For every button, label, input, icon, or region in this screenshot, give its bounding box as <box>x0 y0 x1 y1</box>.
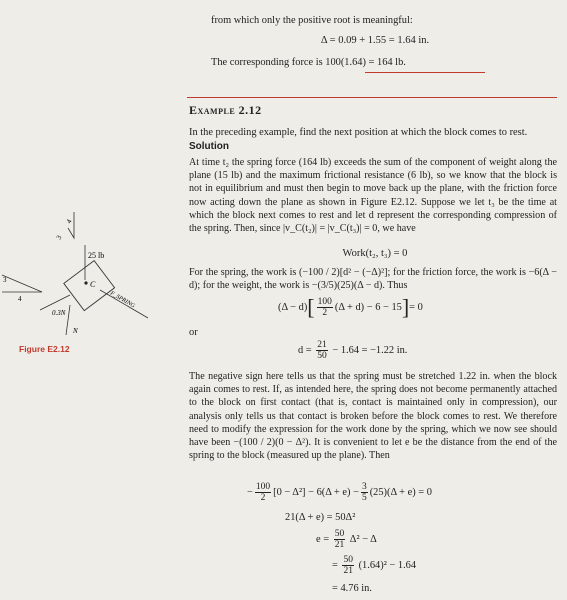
slope-label-3b: 3 <box>3 276 7 284</box>
eq-part: Δ² − Δ <box>349 533 377 545</box>
frac-den: 2 <box>260 493 266 503</box>
eq-part: e = <box>316 533 330 545</box>
normal-force-label: N <box>73 327 78 335</box>
equation-e2: 21(Δ + e) = 50Δ² <box>285 512 356 523</box>
eq-part: − <box>247 486 253 498</box>
figure-e2-12-diagram <box>0 200 185 365</box>
friction-vector <box>40 295 70 310</box>
equation-e3 <box>316 529 377 550</box>
solution-paragraph-1 <box>189 156 557 235</box>
eq-part: d = <box>298 344 312 356</box>
eq-part: = <box>332 559 338 571</box>
paragraph-text: For the spring, the work is (−100 / 2)[d² − (−Δ)²]; for the friction force, the work is −6(Δ − d); for the weight, the work is −(3/5)(25)(Δ − d). Thus <box>189 267 557 292</box>
eq-part: [0 − Δ²] − 6(Δ + e) − <box>273 486 359 498</box>
slope-label-4b: 4 <box>18 295 22 303</box>
equation-delta: Δ = 0.09 + 1.55 = 1.64 in. <box>320 35 430 46</box>
frac-num: 100 <box>255 482 271 492</box>
or-label: or <box>189 327 198 338</box>
end-rule <box>365 72 485 73</box>
eq-part: − 1.64 = −1.22 in. <box>332 344 408 356</box>
solution-paragraph-2 <box>189 266 557 292</box>
paragraph-text: The negative sign here tells us that the spring must be stretched 1.22 in. when the block again comes to rest. If, as intended here, the spring does not become permanently attached to the block on first contact (that is, contact is maintained only in compression), our analysis only tells us that contact is broken before the block comes to rest. We therefore need to modify the expression for the work done by the spring, which we now see should have been −(100 / 2)(0 − Δ²). It is convenient to let e be the distance from the end of the spring to the block (measured up the plane). Then <box>189 371 557 462</box>
frac-den: 2 <box>322 308 328 318</box>
example-top-rule <box>187 97 557 98</box>
eq-part: (Δ − d) <box>278 301 308 313</box>
force-text: The corresponding force is 100(1.64) = 164 lb. <box>211 57 406 68</box>
solution-label: Solution <box>189 141 229 152</box>
equation-work: Work(t₂, t₃) = 0 <box>342 248 408 259</box>
frac-num: 50 <box>343 555 353 565</box>
equation-e1 <box>247 482 432 503</box>
eq-part: = 0 <box>409 301 423 313</box>
eq-part: (25)(Δ + e) = 0 <box>369 486 432 498</box>
weight-label: 25 lb <box>88 251 105 260</box>
example-heading: Example 2.12 <box>189 103 262 117</box>
spring-force-label: F_SPRING <box>109 290 136 310</box>
equation-d <box>298 340 407 361</box>
frac-num: 3 <box>361 482 367 492</box>
frac-num: 100 <box>317 297 332 307</box>
friction-label: 0.3N <box>52 309 66 317</box>
frac-den: 21 <box>334 540 345 550</box>
equation-e4 <box>332 555 416 576</box>
slope-label-4a: 4 <box>64 217 74 225</box>
figure-caption: Figure E2.12 <box>19 344 70 354</box>
eq-part: (1.64)² − 1.64 <box>358 559 417 571</box>
center-dot <box>84 281 87 284</box>
example-intro: In the preceding example, find the next position at which the block comes to rest. <box>189 127 528 138</box>
solution-paragraph-3 <box>189 370 557 462</box>
continuation-text: from which only the positive root is meaningful: <box>211 15 413 26</box>
frac-num: 21 <box>317 340 327 350</box>
equation-e5: = 4.76 in. <box>332 583 372 594</box>
slope-triangle-lower <box>2 275 42 292</box>
center-label: C <box>90 280 96 289</box>
paragraph-text: At time t₂ the spring force (164 lb) exceeds the sum of the component of weight along the plane (15 lb) and the maximum frictional resistance (6 lb), so we know that the block is not in equilibrium and must then begin to move back up the plane, with the friction force now acting down the plane as shown in Figure E2.12. Suppose we let t₃ be the time at which the block next comes to rest and let d represent the corresponding compression of the spring. Then, since |v_C(t₂)| = |v_C(t₃)| = 0, we have <box>189 157 557 235</box>
frac-den: 21 <box>343 566 353 576</box>
frac-den: 5 <box>361 493 367 503</box>
slope-label-3a: 3 <box>54 233 64 241</box>
eq-part: (Δ + d) − 6 − 15 <box>334 301 402 313</box>
frac-den: 50 <box>317 351 327 361</box>
equation-thus: (Δ − d)[ $\frac{100}{2}$ (Δ + d) − 6 − 15]= 0 <box>278 294 423 320</box>
frac-num: 50 <box>334 529 345 539</box>
normal-force-vector <box>66 305 70 335</box>
